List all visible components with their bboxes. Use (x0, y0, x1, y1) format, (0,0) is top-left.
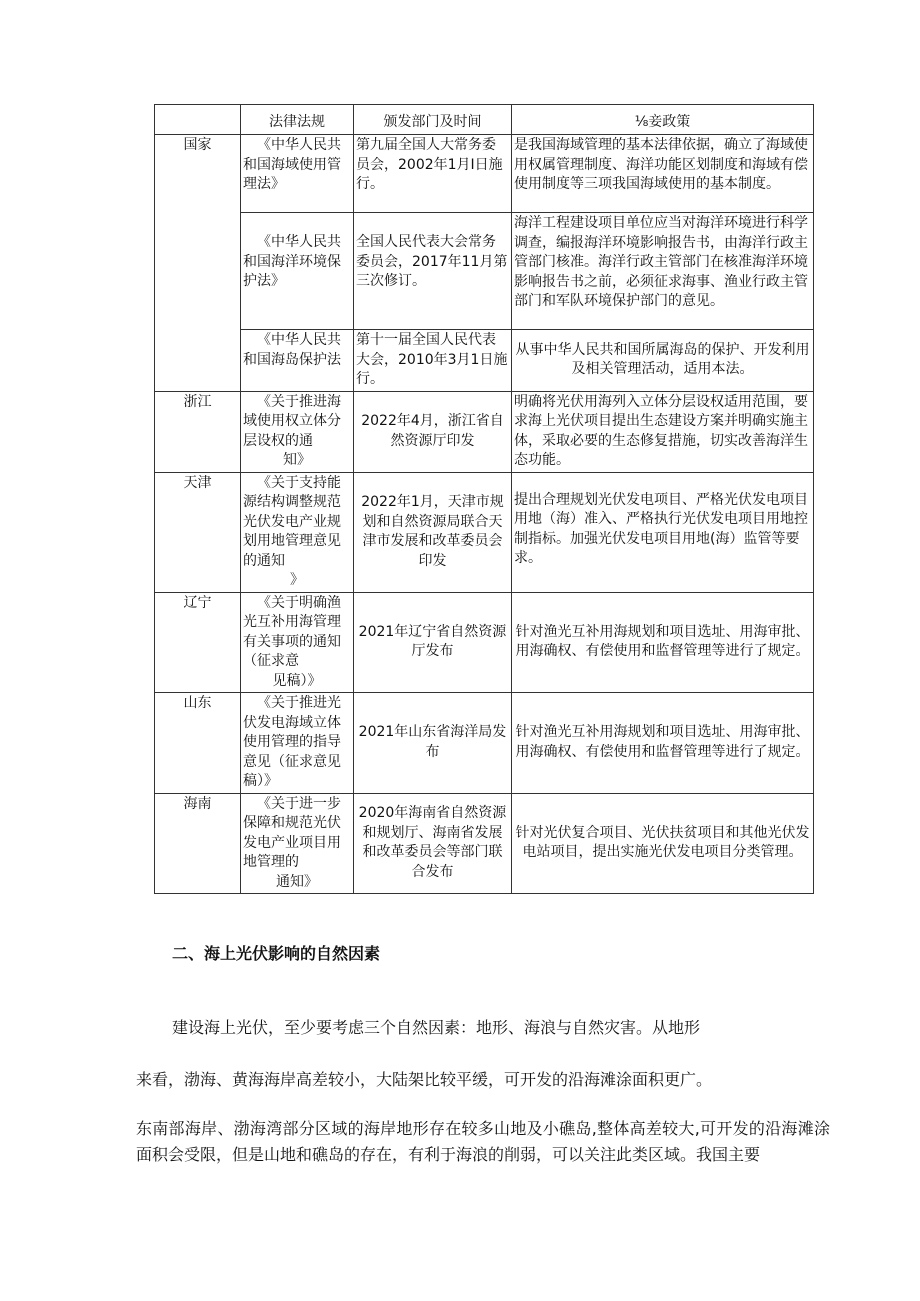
policy-cell: 从事中华人民共和国所属海岛的保护、开发利用及相关管理活动，适用本法。 (512, 330, 814, 392)
region-cell: 海南 (155, 793, 241, 894)
issuer-cell: 2022年4月，浙江省自然资源厅印发 (354, 391, 512, 472)
issuer-cell: 全国人民代表大会常务委员会，2017年11月第三次修订。 (354, 213, 512, 330)
law-title: 《关于明确渔光互补用海管理有关事项的通知（征求意 (243, 594, 341, 669)
paragraph: 来看，渤海、黄海海岸高差较小，大陆架比较平缓，可开发的沿海滩涂面积更广。 (136, 1070, 713, 1089)
policy-cell: 明确将光伏用海列入立体分层设权适用范围，要求海上光伏项目提出生态建设方案并明确实施主体，采取必要的生态修复措施，切实改善海洋生态功能。 (512, 391, 814, 472)
law-title: 《关于进一步保障和规范光伏发电产业项目用地管理的 (243, 795, 341, 870)
issuer-cell: 2022年1月，天津市规划和自然资源局联合天津市发展和改革委员会印发 (354, 472, 512, 592)
paragraph: 东南部海岸、渤海湾部分区域的海岸地形存在较多山地及小礁岛,整体高差较大,可开发的沿海滩涂面积会受限，但是山地和礁岛的存在，有利于海浪的削弱，可以关注此类区域。我国主要 (136, 1119, 830, 1164)
law-title-end: 知》 (283, 452, 311, 468)
law-title-end: 通知》 (276, 873, 318, 890)
law-title: 《关于推进海域使用权立体分层设权的通 (243, 393, 341, 449)
region-cell: 浙江 (155, 391, 241, 472)
issuer-cell: 2021年辽宁省自然资源厅发布 (354, 592, 512, 693)
policy-cell: 海洋工程建设项目单位应当对海洋环境进行科学调查，编报海洋环境影响报告书，由海洋行政主管部门核准。海洋行政主管部门在核准海洋环境影响报告书之前，必须征求海事、渔业行政主管部门和军队环境保护部门的意见。 (512, 213, 814, 330)
law-cell: 《关于推进光伏发电海域立体使用管理的指导意见（征求意见稿）》 (241, 693, 354, 794)
table-row (155, 135, 814, 213)
law-cell: 《中华人民共和国海域使用管理法》 (241, 135, 354, 213)
header-region (155, 105, 241, 135)
law-cell (241, 472, 354, 592)
law-cell: 《中华人民共和国海洋环境保护法》 (241, 213, 354, 330)
section-heading: 二、海上光伏影响的自然因素 (172, 944, 381, 963)
policy-cell: 是我国海域管理的基本法律依据，确立了海域使用权属管理制度、海洋功能区划制度和海域有偿使用制度等三项我国海域使用的基本制度。 (512, 135, 814, 213)
header-policy: ⅛妾政策 (512, 105, 814, 135)
region-cell: 山东 (155, 693, 241, 794)
law-title-end: 》 (290, 572, 304, 588)
paragraph: 建设海上光伏，至少要考虑三个自然因素：地形、海浪与自然灾害。从地形 (172, 1018, 701, 1037)
issuer-cell: 第十一届全国人民代表大会，2010年3月1日施行。 (354, 330, 512, 392)
policy-cell: 提出合理规划光伏发电项目、严格光伏发电项目用地（海）准入、严格执行光伏发电项目用地控制指标。加强光伏发电项目用地(海）监管等要求。 (512, 472, 814, 592)
table-row (155, 693, 814, 794)
table-row (155, 472, 814, 592)
law-cell (241, 592, 354, 693)
policy-cell: 针对渔光互补用海规划和项目选址、用海审批、用海确权、有偿使用和监督管理等进行了规定。 (512, 592, 814, 693)
table-row (155, 213, 814, 330)
issuer-cell: 2020年海南省自然资源和规划厅、海南省发展和改革委员会等部门联合发布 (354, 793, 512, 894)
region-cell: 国家 (155, 135, 241, 392)
issuer-cell: 第九届全国人大常务委员会，2002年1月I日施行。 (354, 135, 512, 213)
region-cell: 辽宁 (155, 592, 241, 693)
header-law: 法律法规 (241, 105, 354, 135)
law-cell (241, 793, 354, 894)
header-issuer: 颁发部门及时间 (354, 105, 512, 135)
law-title-end: 见稿）》 (272, 672, 322, 689)
table-row (155, 330, 814, 392)
region-cell: 天津 (155, 472, 241, 592)
table-header-row (155, 105, 814, 135)
table-row (155, 391, 814, 472)
law-cell: 《中华人民共和国海岛保护法 (241, 330, 354, 392)
table-row (155, 592, 814, 693)
law-cell (241, 391, 354, 472)
issuer-cell: 2021年山东省海洋局发布 (354, 693, 512, 794)
policy-table (154, 104, 814, 894)
policy-cell: 针对渔光互补用海规划和项目选址、用海审批、用海确权、有偿使用和监督管理等进行了规定。 (512, 693, 814, 794)
law-title: 《关于支持能源结构调整规范光伏发电产业规划用地管理意见的通知 (243, 474, 341, 569)
policy-cell: 针对光伏复合项目、光伏扶贫项目和其他光伏发电站项目，提出实施光伏发电项目分类管理。 (512, 793, 814, 894)
table-row (155, 793, 814, 894)
